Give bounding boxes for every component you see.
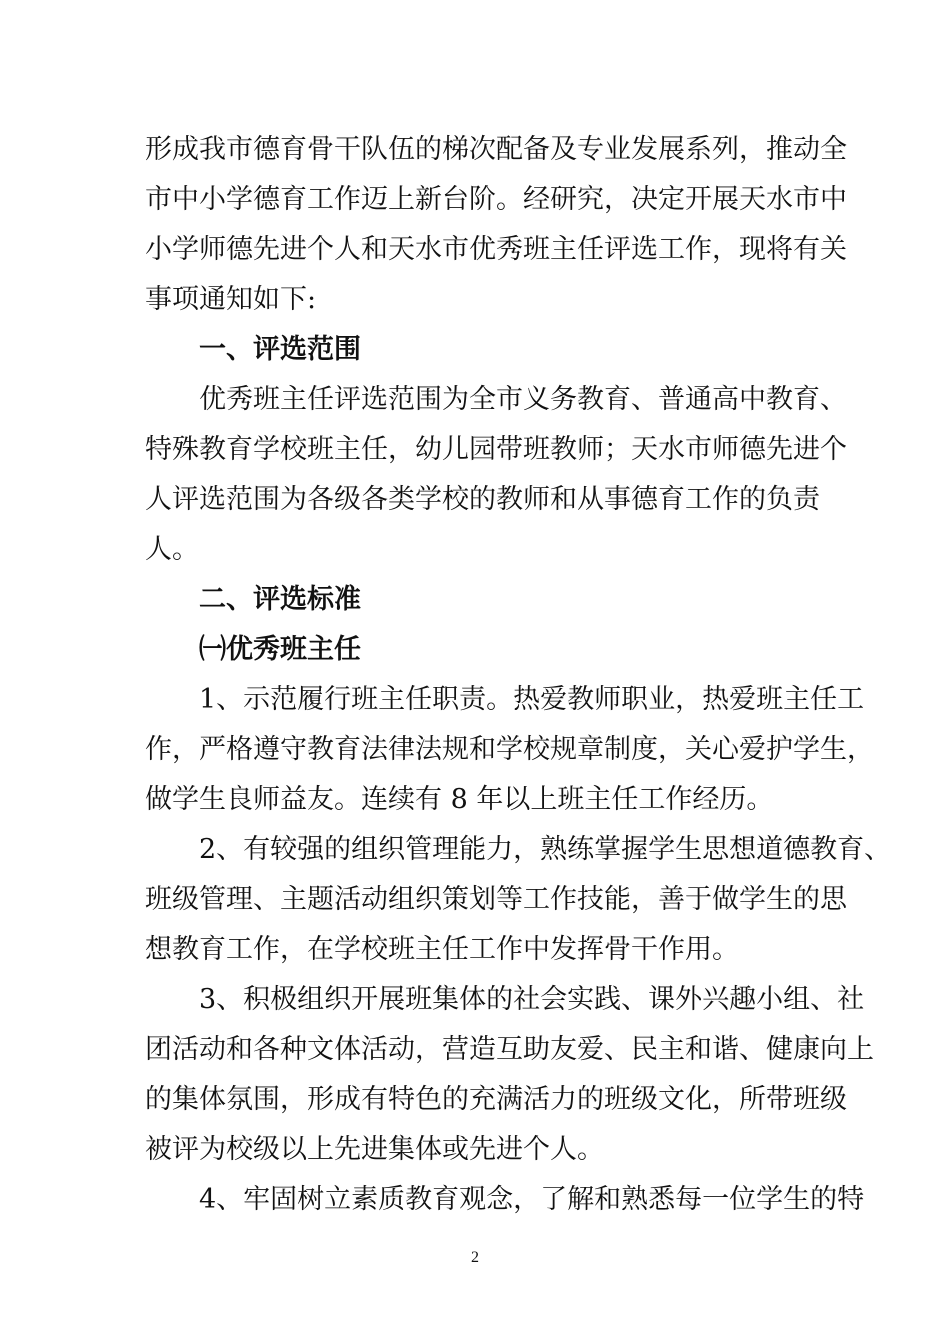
paragraph-line: 形成我市德育骨干队伍的梯次配备及专业发展系列，推动全 (145, 134, 847, 165)
paragraph-line: 优秀班主任评选范围为全市义务教育、普通高中教育、 (199, 384, 847, 415)
paragraph-line: 4、牢固树立素质教育观念，了解和熟悉每一位学生的特 (199, 1184, 865, 1215)
paragraph-line: 市中小学德育工作迈上新台阶。经研究，决定开展天水市中 (145, 184, 847, 215)
paragraph-line: 班级管理、主题活动组织策划等工作技能，善于做学生的思 (145, 884, 847, 915)
paragraph-line: 2、有较强的组织管理能力，熟练掌握学生思想道德教育、 (199, 834, 892, 865)
paragraph-line: 的集体氛围，形成有特色的充满活力的班级文化，所带班级 (145, 1084, 847, 1115)
paragraph-line: 人。 (145, 534, 199, 565)
paragraph-line: 3、积极组织开展班集体的社会实践、课外兴趣小组、社 (199, 984, 865, 1015)
paragraph-line: 做学生良师益友。连续有 8 年以上班主任工作经历。 (145, 784, 774, 815)
paragraph-line: 小学师德先进个人和天水市优秀班主任评选工作，现将有关 (145, 234, 847, 265)
paragraph-line: 团活动和各种文体活动，营造互助友爱、民主和谐、健康向上 (145, 1034, 874, 1065)
paragraph-line: 人评选范围为各级各类学校的教师和从事德育工作的负责 (145, 484, 820, 515)
paragraph-line: 事项通知如下: (145, 284, 317, 315)
paragraph-line: 作，严格遵守教育法律法规和学校规章制度，关心爱护学生， (145, 734, 874, 765)
paragraph-line: 1、示范履行班主任职责。热爱教师职业，热爱班主任工 (199, 684, 865, 715)
section-heading-scope: 一、评选范围 (199, 334, 361, 365)
paragraph-line: 被评为校级以上先进集体或先进个人。 (145, 1134, 604, 1165)
page-number: 2 (471, 1249, 479, 1266)
paragraph-line: 特殊教育学校班主任，幼儿园带班教师；天水市师德先进个 (145, 434, 847, 465)
subsection-heading: ㈠优秀班主任 (199, 634, 361, 665)
paragraph-line: 想教育工作，在学校班主任工作中发挥骨干作用。 (145, 934, 739, 965)
section-heading-criteria: 二、评选标准 (199, 584, 361, 615)
